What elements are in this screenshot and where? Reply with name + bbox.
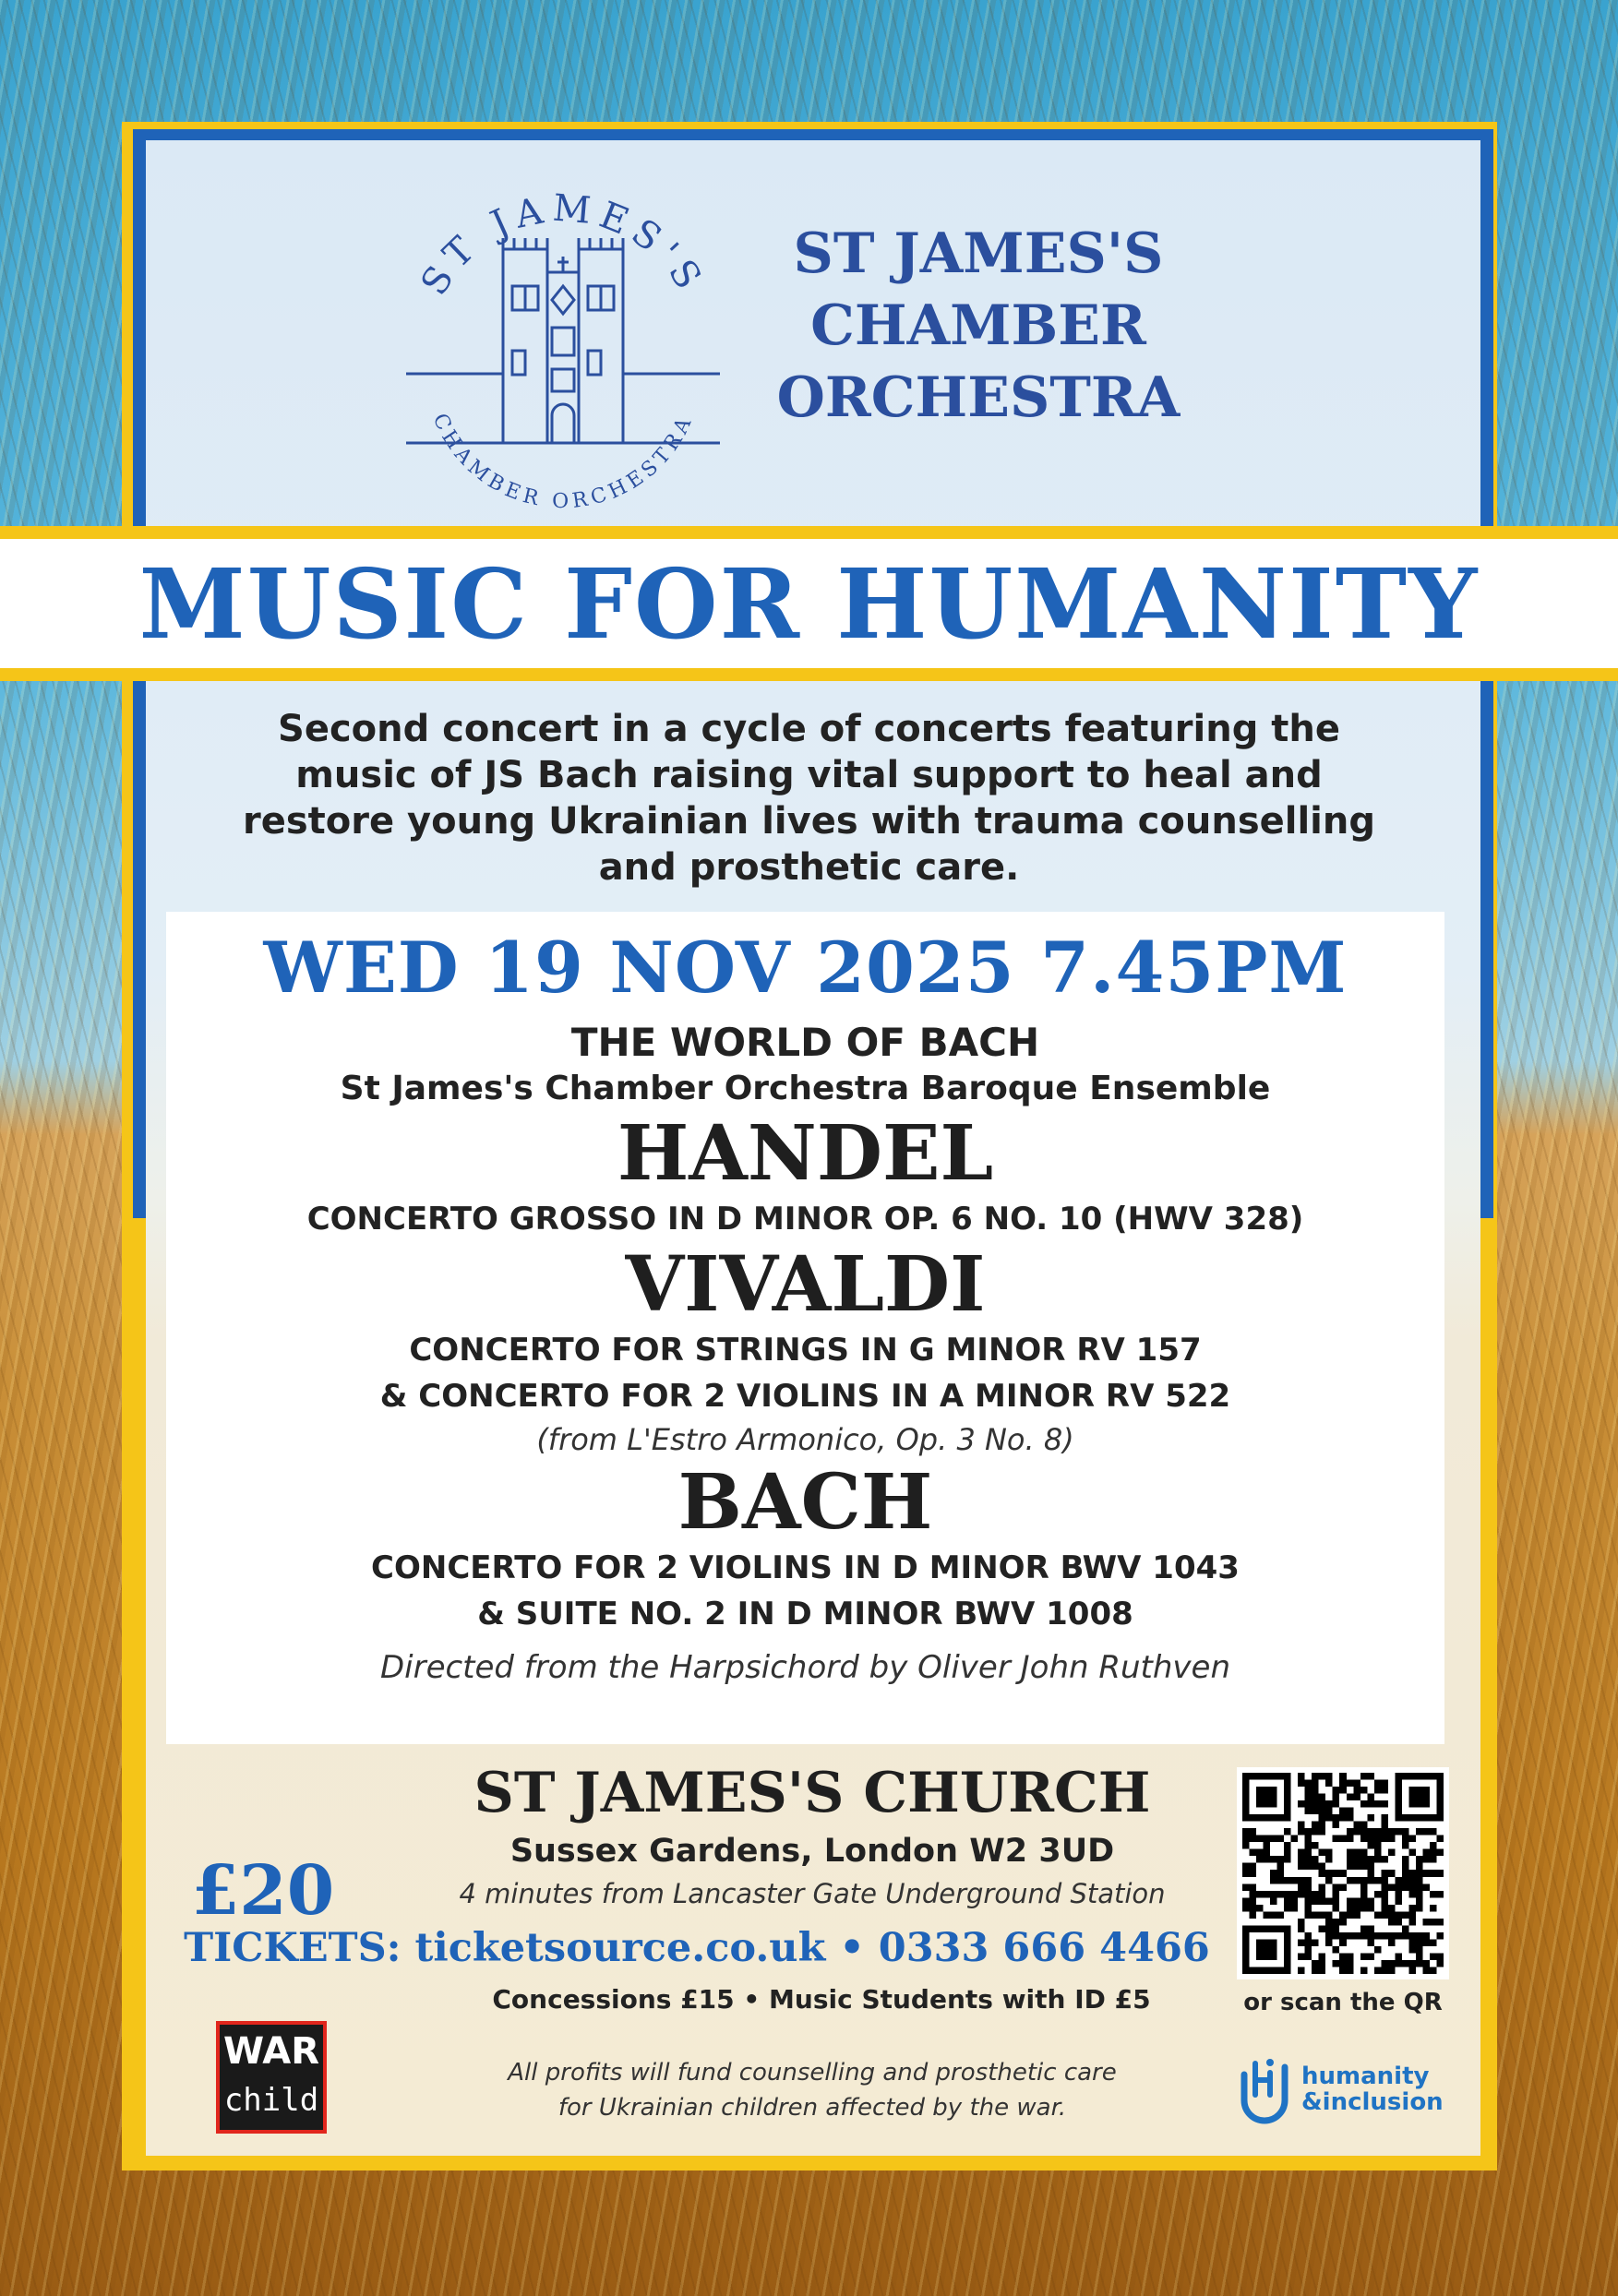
orchestra-logo	[388, 185, 738, 517]
composer-handel: HANDEL	[617, 1109, 994, 1198]
logo-arc-bottom: CHAMBER ORCHESTRA	[427, 410, 699, 514]
hand-icon	[1237, 2047, 1292, 2130]
ensemble-name: St James's Chamber Orchestra Baroque Ensemble	[340, 1070, 1271, 1107]
humanity-inclusion-logo	[1237, 2047, 1449, 2130]
war-child-logo-text: WAR	[222, 2030, 320, 2073]
war-child-logo	[216, 2021, 327, 2134]
composer-vivaldi: VIVALDI	[625, 1240, 986, 1329]
page-title: MUSIC FOR HUMANITY	[138, 546, 1480, 661]
concert-date: WED 19 NOV 2025 7.45PM	[263, 927, 1348, 1009]
svg-text:CHAMBER ORCHESTRA	[428, 411, 699, 513]
profits-line: for Ukrainian children affected by the war.	[557, 2094, 1067, 2122]
intro-line: music of JS Bach raising vital support to heal and	[295, 754, 1323, 796]
hi-line: humanity	[1301, 2063, 1430, 2090]
work-line: CONCERTO FOR STRINGS IN G MINOR RV 157	[409, 1332, 1202, 1369]
intro-text	[185, 706, 1433, 891]
orchestra-name	[738, 218, 1218, 434]
hi-line: &inclusion	[1301, 2088, 1444, 2116]
venue-travel: 4 minutes from Lancaster Gate Underground Station	[459, 1878, 1166, 1909]
title-band-inner	[0, 539, 1618, 668]
work-line: & SUITE NO. 2 IN D MINOR BWV 1008	[477, 1596, 1133, 1632]
work-line: & CONCERTO FOR 2 VIOLINS IN A MINOR RV 522	[379, 1378, 1231, 1415]
venue-block	[369, 1758, 1255, 1913]
work-line: CONCERTO GROSSO IN D MINOR OP. 6 NO. 10 (HWV 328)	[306, 1201, 1304, 1238]
intro-line: restore young Ukrainian lives with trauma counselling	[243, 800, 1375, 843]
qr-code-icon	[1242, 1773, 1444, 1974]
concessions: Concessions £15 • Music Students with ID £5	[492, 1984, 1151, 2015]
orchestra-name-line: ORCHESTRA	[776, 365, 1181, 430]
logo-arc-top: ST JAMES'S	[413, 186, 713, 304]
composer-bach: BACH	[677, 1458, 933, 1547]
profits-note	[388, 2055, 1237, 2125]
profits-line: All profits will fund counselling and prosthetic care	[508, 2059, 1117, 2087]
venue-address: Sussex Gardens, London W2 3UD	[509, 1833, 1115, 1870]
qr-code[interactable]	[1237, 1767, 1449, 1979]
qr-caption: or scan the QR	[1243, 1989, 1443, 2016]
ticket-info[interactable]: TICKETS: ticketsource.co.uk • 0333 666 4466	[184, 1925, 1210, 1971]
orchestra-name-line: CHAMBER	[810, 293, 1146, 358]
director-credit: Directed from the Harpsichord by Oliver John Ruthven	[379, 1649, 1231, 1686]
orchestra-name-line: ST JAMES'S	[793, 221, 1164, 286]
war-child-logo-text: child	[223, 2082, 319, 2119]
humanity-inclusion-text	[1301, 2063, 1444, 2115]
venue-name: ST JAMES'S CHURCH	[473, 1761, 1151, 1825]
work-note: (from L'Estro Armonico, Op. 3 No. 8)	[536, 1422, 1074, 1457]
intro-line: and prosthetic care.	[598, 846, 1020, 889]
work-line: CONCERTO FOR 2 VIOLINS IN D MINOR BWV 1043	[371, 1549, 1240, 1586]
ticket-price: £20	[191, 1851, 335, 1931]
intro-line: Second concert in a cycle of concerts featuring the	[278, 708, 1340, 750]
program-title: THE WORLD OF BACH	[570, 1020, 1040, 1065]
program-box	[166, 912, 1444, 1744]
